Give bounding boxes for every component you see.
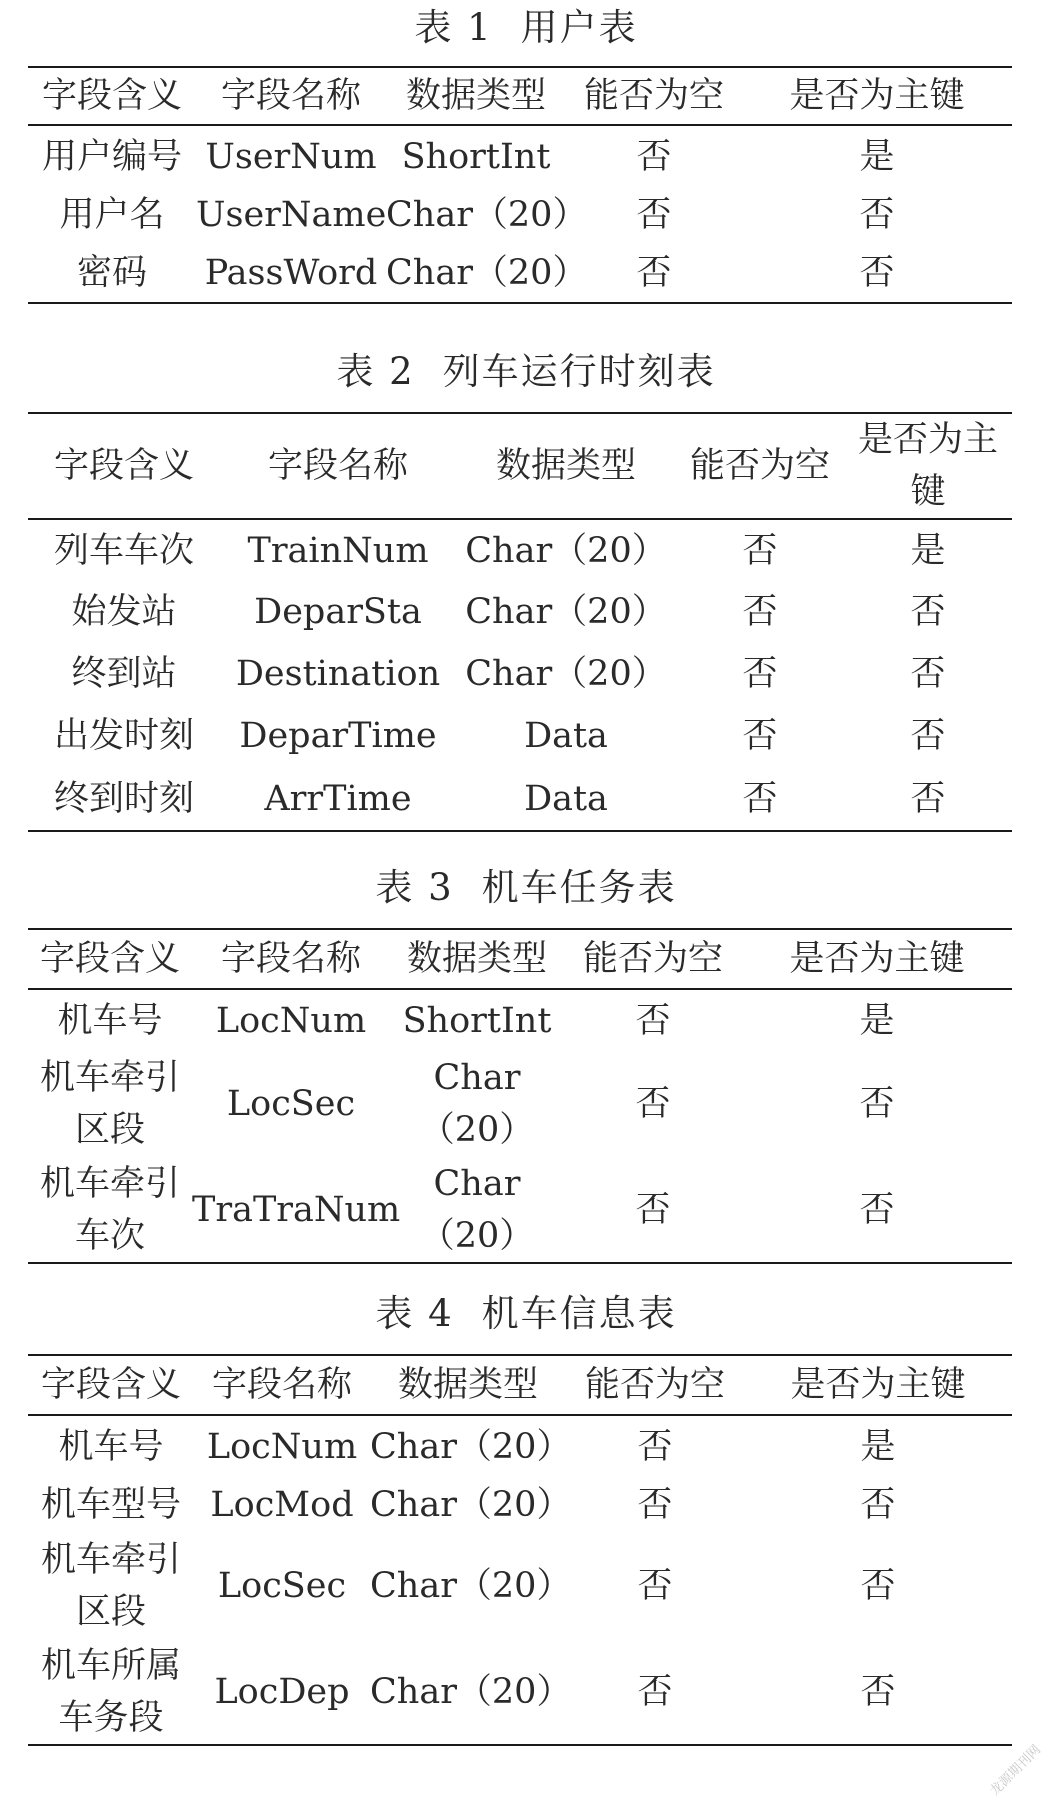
cell-field-name: ArrTime (264, 778, 412, 819)
cell-primary-key: 否 (910, 654, 946, 694)
cell-nullable: 否 (637, 1485, 673, 1525)
table-2-number: 表 2 (336, 350, 415, 393)
table-row (28, 705, 1012, 767)
cell-data-type: Char（20） (386, 252, 588, 293)
cell-primary-key: 否 (860, 1485, 896, 1525)
cell-nullable: 否 (742, 654, 778, 694)
cell-field-meaning: 机车牵引车次 (39, 1163, 180, 1256)
table-2-title: 列车运行时刻表 (442, 350, 716, 393)
table-row (28, 643, 1012, 705)
cell-field-name: LocDep (214, 1671, 350, 1712)
cell-primary-key: 否 (910, 778, 946, 819)
cell-field-name: LocNum (206, 1426, 358, 1467)
cell-nullable: 否 (635, 1189, 671, 1230)
table-3-number: 表 3 (375, 866, 454, 909)
cell-nullable: 否 (742, 592, 778, 632)
cell-nullable: 否 (637, 1671, 673, 1712)
cell-data-type: Char（20） (419, 1058, 535, 1150)
cell-field-meaning: 机车牵引区段 (40, 1540, 181, 1632)
table-4 (28, 1354, 1012, 1746)
cell-field-meaning: 机车牵引区段 (39, 1058, 180, 1150)
cell-nullable: 否 (742, 716, 778, 756)
cell-field-name: DeparTime (239, 716, 437, 756)
table-row (28, 1533, 1012, 1639)
cell-field-meaning: 机车号 (57, 1000, 163, 1041)
cell-nullable: 否 (637, 1566, 673, 1606)
cell-primary-key: 是 (860, 1426, 896, 1467)
header-field-name: 字段名称 (220, 76, 361, 116)
header-field-meaning: 字段含义 (53, 446, 194, 486)
cell-field-name: UserNum (205, 136, 377, 177)
cell-nullable: 否 (635, 1000, 671, 1041)
table-1-number: 表 1 (414, 6, 493, 49)
cell-field-meaning: 出发时刻 (53, 716, 194, 756)
cell-field-meaning: 列车车次 (53, 530, 194, 571)
header-nullable: 能否为空 (689, 446, 830, 486)
cell-nullable: 否 (742, 778, 778, 819)
cell-field-name: LocSec (217, 1566, 347, 1606)
header-nullable: 能否为空 (582, 939, 723, 979)
cell-primary-key: 是 (859, 136, 895, 177)
cell-primary-key: 否 (859, 252, 895, 293)
table-header-row (28, 929, 1012, 989)
table-row (28, 125, 1012, 187)
cell-data-type: Data (524, 778, 608, 819)
cell-field-name: Destination (235, 654, 441, 694)
cell-nullable: 否 (636, 252, 672, 293)
table-row (28, 243, 1012, 303)
header-nullable: 能否为空 (583, 76, 724, 116)
cell-nullable: 否 (635, 1084, 671, 1124)
cell-primary-key: 否 (859, 195, 895, 235)
table-2 (28, 412, 1012, 832)
cell-data-type: Char（20） (370, 1671, 572, 1712)
table-1-title: 用户表 (520, 6, 638, 49)
cell-field-meaning: 机车型号 (40, 1485, 181, 1525)
table-1-caption (0, 0, 1052, 56)
cell-field-meaning: 机车所属车务段 (40, 1645, 181, 1738)
header-primary-key: 是否为主键 (789, 939, 965, 979)
cell-data-type: Char（20） (370, 1426, 572, 1467)
cell-primary-key: 否 (859, 1189, 895, 1230)
cell-field-meaning: 机车号 (58, 1426, 164, 1467)
cell-field-meaning: 始发站 (71, 592, 177, 632)
cell-nullable: 否 (742, 530, 778, 571)
header-data-type: 数据类型 (406, 939, 547, 979)
cell-field-meaning: 用户名 (59, 195, 165, 235)
table-header-row (28, 413, 1012, 519)
cell-field-name: PassWord (204, 252, 378, 293)
table-row (28, 581, 1012, 643)
header-primary-key: 是否为主键 (857, 420, 998, 512)
table-row (28, 187, 1012, 243)
cell-data-type: Char（20） (465, 530, 667, 571)
table-1 (28, 66, 1012, 304)
cell-field-meaning: 终到时刻 (53, 778, 194, 819)
header-field-name: 字段名称 (220, 939, 361, 979)
cell-field-name: TrainNum (247, 530, 429, 571)
cell-field-name: LocSec (226, 1084, 356, 1124)
table-4-number: 表 4 (375, 1292, 454, 1335)
cell-field-name: UserName (196, 195, 387, 235)
table-row (28, 1051, 1012, 1157)
table-4-caption (0, 1286, 1052, 1342)
cell-data-type: Char（20） (419, 1163, 535, 1256)
table-row (28, 1157, 1012, 1263)
cell-data-type: Char（20） (465, 592, 667, 632)
cell-field-meaning: 用户编号 (41, 136, 182, 177)
table-2-caption (0, 344, 1052, 400)
cell-data-type: Char（20） (465, 654, 667, 694)
table-3-title: 机车任务表 (481, 866, 677, 909)
header-data-type: 数据类型 (495, 446, 636, 486)
table-row (28, 767, 1012, 831)
cell-nullable: 否 (636, 195, 672, 235)
table-row (28, 1477, 1012, 1533)
cell-data-type: Data (524, 716, 608, 756)
cell-data-type: ShortInt (402, 1000, 552, 1041)
cell-primary-key: 否 (860, 1671, 896, 1712)
cell-nullable: 否 (636, 136, 672, 177)
cell-field-name: TraTraNum (192, 1189, 401, 1230)
cell-field-name: LocNum (215, 1000, 367, 1041)
cell-field-meaning: 终到站 (71, 654, 177, 694)
header-field-meaning: 字段含义 (39, 939, 180, 979)
table-3-caption (0, 860, 1052, 916)
cell-field-name: DeparSta (254, 592, 422, 632)
header-field-name: 字段名称 (267, 446, 408, 486)
table-row (28, 519, 1012, 581)
cell-primary-key: 是 (910, 530, 946, 571)
cell-data-type: ShortInt (401, 136, 551, 177)
table-header-row (28, 67, 1012, 125)
header-primary-key: 是否为主键 (790, 1365, 966, 1405)
cell-nullable: 否 (637, 1426, 673, 1467)
table-row (28, 1415, 1012, 1477)
cell-field-meaning: 密码 (76, 252, 147, 293)
cell-primary-key: 否 (860, 1566, 896, 1606)
header-field-meaning: 字段含义 (40, 1365, 181, 1405)
cell-primary-key: 否 (910, 592, 946, 632)
cell-primary-key: 是 (859, 1000, 895, 1041)
header-primary-key: 是否为主键 (789, 76, 965, 116)
table-header-row (28, 1355, 1012, 1415)
watermark: 龙源期刊网 (987, 1742, 1044, 1799)
cell-primary-key: 否 (910, 716, 946, 756)
table-row (28, 1639, 1012, 1745)
cell-data-type: Char（20） (370, 1485, 572, 1525)
cell-data-type: Char（20） (370, 1566, 572, 1606)
header-data-type: 数据类型 (405, 76, 546, 116)
header-field-meaning: 字段含义 (41, 76, 182, 116)
table-4-title: 机车信息表 (481, 1292, 677, 1335)
table-3 (28, 928, 1012, 1264)
header-field-name: 字段名称 (211, 1365, 352, 1405)
table-row (28, 989, 1012, 1051)
header-data-type: 数据类型 (397, 1365, 538, 1405)
cell-field-name: LocMod (210, 1485, 354, 1525)
header-nullable: 能否为空 (584, 1365, 725, 1405)
cell-primary-key: 否 (859, 1084, 895, 1124)
cell-data-type: Char（20） (386, 195, 588, 235)
